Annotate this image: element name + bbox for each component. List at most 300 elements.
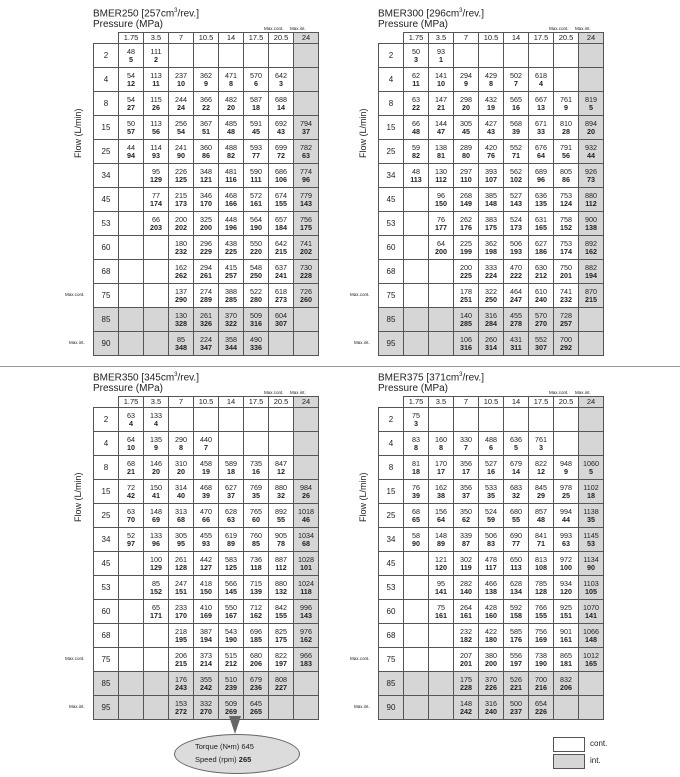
- table-cell: [554, 456, 579, 480]
- table-cell: [529, 456, 554, 480]
- torque-value: 274: [200, 287, 212, 297]
- speed-value: 186: [535, 246, 547, 256]
- data-table: [378, 32, 604, 356]
- speed-value: 135: [535, 198, 547, 208]
- torque-value: 642: [275, 71, 287, 81]
- table-cell: [429, 188, 454, 212]
- speed-value: 94: [127, 150, 135, 160]
- speed-value: 328: [175, 318, 187, 328]
- table-cell: [244, 432, 269, 456]
- torque-value: 339: [460, 531, 472, 541]
- table-cell: [579, 188, 604, 212]
- table-cell: [219, 92, 244, 116]
- speed-value: 125: [225, 562, 237, 572]
- speed-value: 285: [225, 294, 237, 304]
- speed-value: 17: [437, 466, 445, 476]
- torque-value: 356: [460, 483, 472, 493]
- torque-value: 146: [150, 459, 162, 469]
- table-cell: [579, 116, 604, 140]
- speed-value: 348: [175, 342, 187, 352]
- speed-value: 155: [275, 610, 287, 620]
- torque-value: 782: [300, 143, 312, 153]
- torque-value: 294: [460, 71, 472, 81]
- speed-value: 35: [587, 514, 595, 524]
- flow-value: 15: [379, 480, 404, 504]
- table-cell: [169, 600, 194, 624]
- speed-value: 290: [175, 294, 187, 304]
- table-cell: [429, 624, 454, 648]
- speed-value: 9: [564, 102, 568, 112]
- table-cell: [454, 408, 479, 432]
- speed-value: 95: [177, 538, 185, 548]
- speed-value: 151: [560, 610, 572, 620]
- torque-value: 522: [250, 287, 262, 297]
- torque-value: 77: [152, 191, 160, 201]
- speed-value: 284: [485, 318, 497, 328]
- torque-value: 438: [225, 239, 237, 249]
- table-cell: [454, 528, 479, 552]
- speed-value: 322: [225, 318, 237, 328]
- speed-value: 77: [252, 150, 260, 160]
- torque-value: 604: [275, 311, 287, 321]
- torque-value: 676: [535, 143, 547, 153]
- speed-value: 18: [227, 466, 235, 476]
- torque-value: 111: [150, 47, 162, 57]
- torque-value: 313: [175, 507, 187, 517]
- table-cell: [554, 284, 579, 308]
- table-cell: [144, 552, 169, 576]
- speed-value: 203: [150, 222, 162, 232]
- torque-value: 64: [437, 239, 445, 249]
- speed-value: 3: [414, 418, 418, 428]
- table-cell: [504, 672, 529, 696]
- speed-value: 141: [435, 586, 447, 596]
- speed-value: 116: [225, 174, 237, 184]
- table-cell: [454, 260, 479, 284]
- torque-value: 448: [225, 215, 237, 225]
- speed-value: 214: [200, 658, 212, 668]
- torque-value: 683: [510, 483, 522, 493]
- torque-value: 393: [485, 167, 497, 177]
- pressure-header-7: 7: [169, 397, 194, 408]
- table-cell: [529, 552, 554, 576]
- speed-value: 206: [250, 658, 262, 668]
- table-cell: [454, 188, 479, 212]
- table-cell: [144, 456, 169, 480]
- table-cell: [579, 284, 604, 308]
- torque-value: 225: [460, 239, 472, 249]
- table-cell: [219, 624, 244, 648]
- torque-value: 808: [275, 675, 287, 685]
- table-cell: [219, 576, 244, 600]
- torque-value: 316: [485, 311, 497, 321]
- speed-value: 7: [204, 442, 208, 452]
- pressure-header-17.5: 17.5: [529, 33, 554, 44]
- table-cell: [429, 408, 454, 432]
- flow-axis-label: Flow (L/min): [73, 108, 83, 158]
- torque-value: 631: [535, 215, 547, 225]
- table-cell: [169, 672, 194, 696]
- torque-value: 689: [535, 167, 547, 177]
- torque-value: 552: [510, 143, 522, 153]
- torque-value: 645: [250, 699, 262, 709]
- speed-value: 229: [200, 246, 212, 256]
- flow-value: 45: [379, 552, 404, 576]
- speed-value: 199: [460, 246, 472, 256]
- torque-value: 106: [460, 335, 472, 345]
- torque-value: 524: [510, 215, 522, 225]
- table-cell: [479, 68, 504, 92]
- torque-value: 367: [200, 119, 212, 129]
- table-cell: [219, 480, 244, 504]
- torque-value: 50: [127, 119, 135, 129]
- table-cell: [119, 408, 144, 432]
- table-cell: [219, 332, 244, 356]
- torque-value: 593: [250, 143, 262, 153]
- speed-value: 224: [485, 270, 497, 280]
- torque-value: 261: [175, 555, 187, 565]
- speed-value: 175: [275, 634, 287, 644]
- flow-value: 2: [379, 408, 404, 432]
- torque-value: 66: [412, 119, 420, 129]
- table-cell: [479, 188, 504, 212]
- speed-value: 76: [487, 150, 495, 160]
- speed-value: 215: [175, 658, 187, 668]
- torque-value: 972: [560, 555, 572, 565]
- torque-value: 730: [300, 263, 312, 273]
- torque-value: 427: [485, 119, 497, 129]
- table-cell: [529, 92, 554, 116]
- table-cell: [269, 164, 294, 188]
- flow-value: 60: [379, 236, 404, 260]
- table-cell: [504, 140, 529, 164]
- torque-value: 373: [200, 651, 212, 661]
- torque-value: 524: [485, 507, 497, 517]
- table-cell: [579, 332, 604, 356]
- flow-value: 25: [379, 504, 404, 528]
- torque-value: 589: [225, 459, 237, 469]
- pressure-header-14: 14: [219, 33, 244, 44]
- table-cell: [554, 116, 579, 140]
- torque-value: 314: [175, 483, 187, 493]
- table-cell: [579, 480, 604, 504]
- speed-value: 200: [435, 246, 447, 256]
- speed-value: 183: [300, 658, 312, 668]
- table-cell: [119, 552, 144, 576]
- table-cell: [579, 432, 604, 456]
- speed-value: 251: [460, 294, 472, 304]
- torque-value: 305: [460, 119, 472, 129]
- speed-value: 170: [175, 610, 187, 620]
- speed-value: 171: [150, 610, 162, 620]
- speed-value: 118: [250, 562, 262, 572]
- table-cell: [294, 140, 319, 164]
- table-cell: [554, 260, 579, 284]
- torque-value: 905: [275, 531, 287, 541]
- speed-value: 9: [154, 442, 158, 452]
- table-cell: [219, 600, 244, 624]
- speed-value: 43: [277, 126, 285, 136]
- torque-value: 892: [275, 507, 287, 517]
- torque-value: 1066: [583, 627, 599, 637]
- speed-value: 60: [252, 514, 260, 524]
- speed-value: 173: [510, 222, 522, 232]
- table-cell: [194, 236, 219, 260]
- table-cell: [479, 236, 504, 260]
- pressure-header-10.5: 10.5: [479, 33, 504, 44]
- table-cell: [529, 672, 554, 696]
- torque-value: 750: [560, 263, 572, 273]
- speed-value: 145: [225, 586, 237, 596]
- speed-value: 42: [127, 490, 135, 500]
- table-cell: [429, 432, 454, 456]
- torque-value: 75: [437, 603, 445, 613]
- table-cell: [269, 212, 294, 236]
- speed-value: 4: [154, 418, 158, 428]
- torque-value: 133: [150, 411, 162, 421]
- table-cell: [504, 504, 529, 528]
- torque-value: 696: [250, 627, 262, 637]
- table-cell: [169, 648, 194, 672]
- table-cell: [454, 236, 479, 260]
- speed-label-line: Speed (rpm) 265: [195, 755, 252, 764]
- torque-value: 415: [225, 263, 237, 273]
- table-cell: [579, 648, 604, 672]
- table-cell: [479, 92, 504, 116]
- speed-value: 90: [412, 538, 420, 548]
- table-cell: [269, 140, 294, 164]
- speed-value: 228: [300, 270, 312, 280]
- speed-value: 111: [250, 174, 262, 184]
- flow-value: 45: [379, 188, 404, 212]
- table-cell: [404, 552, 429, 576]
- torque-value: 232: [460, 627, 472, 637]
- speed-value: 272: [175, 706, 187, 716]
- torque-value: 96: [437, 191, 445, 201]
- speed-value: 155: [535, 610, 547, 620]
- torque-value: 215: [175, 191, 187, 201]
- flow-value: 34: [94, 164, 119, 188]
- torque-value: 75: [412, 411, 420, 421]
- table-cell: [294, 116, 319, 140]
- table-cell: [244, 408, 269, 432]
- table-cell: [529, 68, 554, 92]
- table-cell: [429, 116, 454, 140]
- speed-value: 292: [560, 342, 572, 352]
- speed-value: 132: [275, 586, 287, 596]
- torque-value: 138: [435, 143, 447, 153]
- table-cell: [119, 600, 144, 624]
- table-cell: [269, 284, 294, 308]
- table-cell: [194, 44, 219, 68]
- speed-value: 117: [485, 562, 497, 572]
- table-cell: [144, 408, 169, 432]
- pressure-header-1.75: 1.75: [119, 33, 144, 44]
- table-cell: [479, 504, 504, 528]
- table-cell: [219, 116, 244, 140]
- panel-title: BMER300 $[296cm^3/rev.]$: [378, 8, 484, 20]
- torque-value: 289: [460, 143, 472, 153]
- table-cell: [219, 432, 244, 456]
- speed-value: 33: [537, 126, 545, 136]
- speed-value: 45: [462, 126, 470, 136]
- data-table: [93, 32, 319, 356]
- speed-value: 161: [560, 634, 572, 644]
- speed-value: 196: [225, 222, 237, 232]
- table-cell: [169, 284, 194, 308]
- table-cell: [194, 116, 219, 140]
- table-cell: [529, 648, 554, 672]
- flow-axis-label: Flow (L/min): [358, 108, 368, 158]
- speed-value: 228: [460, 682, 472, 692]
- speed-value: 162: [585, 246, 597, 256]
- table-cell: [529, 408, 554, 432]
- torque-value: 805: [560, 167, 572, 177]
- speed-value: 118: [300, 586, 312, 596]
- torque-value: 150: [150, 483, 162, 493]
- pressure-header-14: 14: [219, 397, 244, 408]
- table-cell: [429, 504, 454, 528]
- torque-value: 948: [560, 459, 572, 469]
- speed-value: 19: [202, 466, 210, 476]
- torque-value: 294: [200, 263, 212, 273]
- table-cell: [169, 576, 194, 600]
- speed-value: 26: [152, 102, 160, 112]
- pressure-header-20.5: 20.5: [554, 33, 579, 44]
- table-cell: [504, 212, 529, 236]
- table-cell: [429, 236, 454, 260]
- table-cell: [244, 600, 269, 624]
- table-cell: [144, 696, 169, 720]
- table-cell: [554, 68, 579, 92]
- speed-value: 202: [175, 222, 187, 232]
- table-cell: [219, 504, 244, 528]
- table-cell: [479, 600, 504, 624]
- speed-value: 226: [535, 706, 547, 716]
- speed-value: 82: [412, 150, 420, 160]
- torque-value: 93: [437, 47, 445, 57]
- speed-value: 43: [487, 126, 495, 136]
- table-cell: [404, 648, 429, 672]
- table-cell: [504, 236, 529, 260]
- max-cont-row-label: Max.cont.: [350, 656, 370, 661]
- torque-value: 822: [535, 459, 547, 469]
- table-cell: [454, 504, 479, 528]
- table-cell: [144, 648, 169, 672]
- table-cell: [219, 284, 244, 308]
- speed-value: 82: [227, 150, 235, 160]
- speed-value: 9: [464, 78, 468, 88]
- speed-value: 77: [512, 538, 520, 548]
- torque-value: 471: [225, 71, 237, 81]
- torque-value: 527: [485, 459, 497, 469]
- table-cell: [504, 68, 529, 92]
- flow-value: 45: [94, 552, 119, 576]
- torque-value: 692: [275, 119, 287, 129]
- pressure-header-3.5: 3.5: [144, 33, 169, 44]
- torque-value: 310: [175, 459, 187, 469]
- torque-value: 690: [510, 531, 522, 541]
- speed-value: 190: [535, 658, 547, 668]
- torque-value: 566: [225, 579, 237, 589]
- torque-value: 76: [437, 215, 445, 225]
- table-cell: [244, 648, 269, 672]
- table-cell: [244, 624, 269, 648]
- speed-value: 16: [487, 466, 495, 476]
- torque-value: 148: [435, 531, 447, 541]
- table-cell: [219, 260, 244, 284]
- table-cell: [429, 164, 454, 188]
- torque-value: 779: [300, 191, 312, 201]
- table-cell: [269, 260, 294, 284]
- speed-value: 48: [412, 126, 420, 136]
- table-cell: [294, 624, 319, 648]
- torque-value: 1145: [583, 531, 599, 541]
- table-cell: [504, 188, 529, 212]
- table-cell: [404, 504, 429, 528]
- torque-value: 160: [435, 435, 447, 445]
- max-int-row-label: Max.int.: [69, 704, 85, 709]
- table-cell: [454, 284, 479, 308]
- speed-value: 18: [587, 490, 595, 500]
- speed-value: 138: [485, 586, 497, 596]
- speed-value: 45: [252, 126, 260, 136]
- table-cell: [244, 672, 269, 696]
- speed-value: 83: [487, 538, 495, 548]
- table-cell: [454, 600, 479, 624]
- speed-value: 307: [535, 342, 547, 352]
- table-cell: [144, 188, 169, 212]
- table-cell: [404, 44, 429, 68]
- speed-value: 64: [537, 150, 545, 160]
- pressure-header-7: 7: [454, 397, 479, 408]
- table-cell: [529, 284, 554, 308]
- torque-value: 85: [177, 335, 185, 345]
- speed-value: 289: [200, 294, 212, 304]
- table-cell: [579, 44, 604, 68]
- table-cell: [529, 332, 554, 356]
- flow-value: 53: [379, 212, 404, 236]
- speed-value: 40: [177, 490, 185, 500]
- flow-value: 75: [94, 284, 119, 308]
- torque-value: 686: [275, 167, 287, 177]
- pressure-header-24: 24: [579, 397, 604, 408]
- table-cell: [479, 284, 504, 308]
- table-cell: [579, 624, 604, 648]
- table-cell: [429, 212, 454, 236]
- speed-value: 18: [412, 466, 420, 476]
- torque-value: 153: [175, 699, 187, 709]
- table-cell: [219, 648, 244, 672]
- table-cell: [244, 456, 269, 480]
- speed-value: 37: [227, 490, 235, 500]
- torque-value: 178: [460, 287, 472, 297]
- table-cell: [169, 260, 194, 284]
- speed-value: 96: [152, 538, 160, 548]
- torque-value: 268: [460, 191, 472, 201]
- table-cell: [504, 44, 529, 68]
- speed-value: 66: [202, 514, 210, 524]
- table-cell: [404, 672, 429, 696]
- speed-value: 347: [200, 342, 212, 352]
- speed-value: 175: [300, 222, 312, 232]
- table-cell: [294, 432, 319, 456]
- speed-value: 63: [227, 514, 235, 524]
- torque-value: 996: [300, 603, 312, 613]
- torque-value: 147: [435, 95, 447, 105]
- table-cell: [479, 116, 504, 140]
- table-cell: [429, 600, 454, 624]
